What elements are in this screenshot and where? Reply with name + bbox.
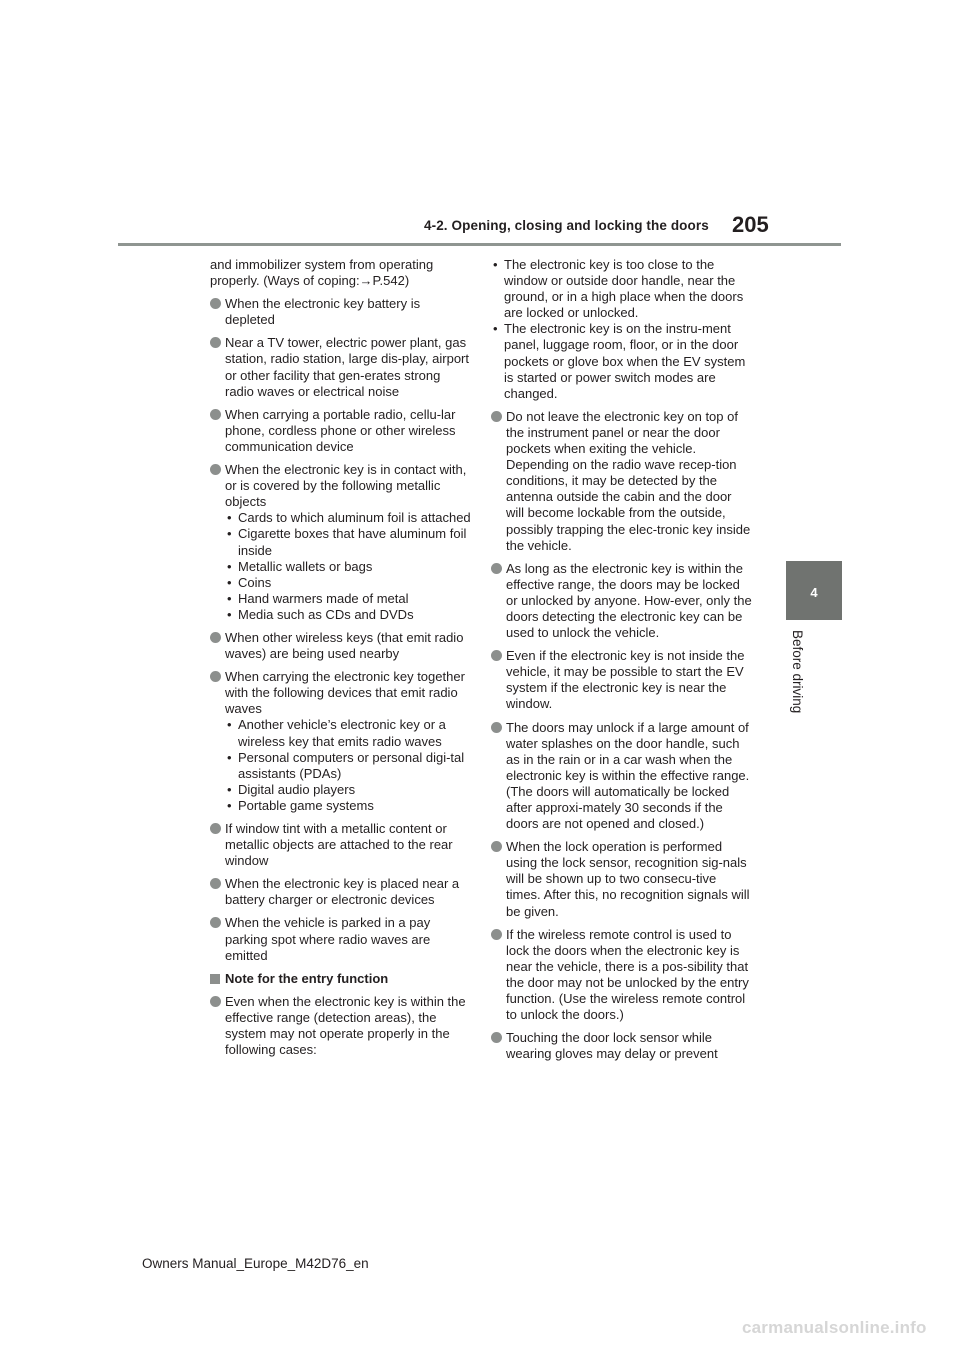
sub-bullet-dot-icon: • <box>227 797 232 813</box>
bullet-text: When the electronic key is placed near a battery charger or electronic devices <box>225 876 460 908</box>
bullet-text: Near a TV tower, electric power plant, gas station, radio station, large dis-play, airport or other facility that gen-erates strong radio waves or electrical noise <box>225 335 469 399</box>
sub-list-item <box>225 559 472 575</box>
sub-bullet-dot-icon: • <box>493 321 498 337</box>
left-bullet-list <box>210 296 472 964</box>
round-bullet-icon <box>491 563 502 574</box>
sub-list-item <box>225 607 472 623</box>
round-bullet-icon <box>491 1032 502 1043</box>
right-column <box>491 257 753 1069</box>
sub-list-item <box>225 510 472 526</box>
sub-bullet-dot-icon: • <box>227 574 232 590</box>
sub-list-item-text: Media such as CDs and DVDs <box>238 606 414 622</box>
section-title: 4-2. Opening, closing and locking the doors <box>424 218 709 233</box>
sub-bullet-dot-icon: • <box>227 749 232 765</box>
bullet-text: When the electronic key battery is depleted <box>225 296 421 328</box>
sub-list-item-text: Another vehicle’s electronic key or a wireless key that emits radio waves <box>238 717 446 749</box>
sub-list-item-text: Digital audio players <box>238 781 356 797</box>
round-bullet-icon <box>210 632 221 643</box>
sub-list-item-text: Cards to which aluminum foil is attached <box>238 510 471 526</box>
sub-list-item-text: Hand warmers made of metal <box>238 590 409 606</box>
bullet-text: As long as the electronic key is within the effective range, the doors may be locked or unlocked by anyone. How-ever, only the doors detecting the electronic key can be used to unlock the vehicle. <box>506 560 752 641</box>
bullet-item <box>210 669 472 814</box>
bullet-item <box>210 630 472 662</box>
bullet-text: Even when the electronic key is within the effective range (detection areas), the system may not operate properly in the following cases: <box>225 993 466 1058</box>
bullet-text: When the electronic key is in contact with, or is covered by the following metallic objects <box>225 462 467 510</box>
sub-list-item <box>225 782 472 798</box>
round-bullet-icon <box>491 722 502 733</box>
section-heading <box>210 971 472 987</box>
round-bullet-icon <box>491 841 502 852</box>
round-bullet-icon <box>210 917 221 928</box>
round-bullet-icon <box>491 411 502 422</box>
sub-list <box>225 510 472 623</box>
bullet-item <box>210 462 472 623</box>
round-bullet-icon <box>210 337 221 348</box>
left-column <box>210 257 472 1065</box>
sub-bullet-dot-icon: • <box>227 781 232 797</box>
sub-bullet-dot-icon: • <box>227 510 232 526</box>
bullet-text: When the lock operation is performed using the lock sensor, recognition sig-nals will be shown up to two consecu-tive times. After this, no recognition signals will be given. <box>506 839 750 919</box>
sub-list-item <box>225 526 472 558</box>
bullet-item <box>210 876 472 908</box>
sub-list-item <box>225 750 472 782</box>
bullet-item <box>491 927 753 1024</box>
bullet-text: When the vehicle is parked in a pay parking spot where radio waves are emitted <box>225 915 431 963</box>
bullet-item <box>210 335 472 399</box>
sub-list-item-text: Personal computers or personal digi-tal assistants (PDAs) <box>238 749 465 781</box>
round-bullet-icon <box>491 650 502 661</box>
sub-list-item-text: Portable game systems <box>238 797 374 813</box>
bullet-text: If the wireless remote control is used to lock the doors when the electronic key is near the vehicle, there is a pos-sibility that the door may not be unlocked by the entry function. (Use the wireless remote control to unlock the doors.) <box>506 926 749 1023</box>
section-heading-text: Note for the entry function <box>225 970 389 986</box>
sub-bullet-dot-icon: • <box>227 606 232 622</box>
bullet-item <box>491 720 753 833</box>
sub-list-item-text: Metallic wallets or bags <box>238 558 373 574</box>
bullet-item <box>491 648 753 712</box>
bullet-text: Even if the electronic key is not inside the vehicle, it may be possible to start the EV system if the electronic key is near the window. <box>506 648 745 712</box>
watermark: carmanualsonline.info <box>742 1318 927 1337</box>
bullet-item <box>210 821 472 869</box>
round-bullet-icon <box>491 929 502 940</box>
footer-text: Owners Manual_Europe_M42D76_en <box>142 1256 369 1271</box>
bullet-text: The doors may unlock if a large amount of water splashes on the door handle, such as in the rain or in a car wash when the electronic key is within the effective range. (The doors will automatically be locked after approxi-mately 30 seconds if the doors are not opened and closed.) <box>506 719 750 832</box>
sub-list-item <box>491 321 753 401</box>
page-number: 205 <box>732 212 769 237</box>
bullet-item <box>491 561 753 641</box>
chapter-tab-label: Before driving <box>790 630 805 714</box>
sub-list-item <box>225 798 472 814</box>
round-bullet-icon <box>210 823 221 834</box>
bullet-text: When other wireless keys (that emit radio waves) are being used nearby <box>225 629 464 662</box>
round-bullet-icon <box>210 671 221 682</box>
bullet-item <box>210 296 472 328</box>
round-bullet-icon <box>210 878 221 889</box>
bullet-text: If window tint with a metallic content or metallic objects are attached to the rear window <box>225 821 453 869</box>
right-bullet-list <box>491 409 753 1063</box>
bullet-text: Touching the door lock sensor while wearing gloves may delay or prevent <box>506 1030 718 1062</box>
bullet-item <box>491 409 753 554</box>
round-bullet-icon <box>210 298 221 309</box>
sub-bullet-dot-icon: • <box>227 526 232 542</box>
sub-bullet-dot-icon: • <box>227 558 232 574</box>
bullet-text: When carrying a portable radio, cellu-lar phone, cordless phone or other wireless communication device <box>225 406 456 454</box>
intro-paragraph: and immobilizer system from operating properly. (Ways of coping:→P.542) <box>210 257 434 289</box>
header-divider <box>118 243 841 246</box>
sub-list-item <box>225 591 472 607</box>
sub-list-item <box>225 575 472 591</box>
round-bullet-icon <box>210 464 221 475</box>
sub-list-item-text: Coins <box>238 574 272 590</box>
sub-list-item-text: The electronic key is too close to the window or outside door handle, near the ground, or in a high place when the doors are locked or unlocked. <box>504 257 744 321</box>
sub-list-item <box>491 257 753 321</box>
sub-bullet-dot-icon: • <box>227 717 232 733</box>
sub-bullet-dot-icon: • <box>227 590 232 606</box>
chapter-tab[interactable] <box>786 561 842 620</box>
bullet-item <box>210 915 472 963</box>
bullet-item <box>491 839 753 919</box>
sub-bullet-dot-icon: • <box>493 257 498 272</box>
round-bullet-icon <box>210 409 221 420</box>
bullet-text: Do not leave the electronic key on top of the instrument panel or near the door pockets when exiting the vehicle. Depending on the radio wave recep-tion conditions, it may be detected by the antenna outside the cabin and the door will become lockable from the outside, possibly trapping the elec-tronic key inside the vehicle. <box>506 408 751 553</box>
bullet-item <box>210 994 472 1058</box>
sub-list-item-text: The electronic key is on the instru-ment panel, luggage room, floor, or in the door pockets or glove box when the EV system is started or power switch modes are changed. <box>504 321 746 401</box>
section-bullet-list <box>210 994 472 1058</box>
sub-list <box>225 717 472 814</box>
round-bullet-icon <box>210 996 221 1007</box>
continued-sub-list <box>491 257 753 402</box>
bullet-item <box>210 407 472 455</box>
bullet-item <box>491 1030 753 1062</box>
bullet-text: When carrying the electronic key together with the following devices that emit radio waves <box>225 669 465 717</box>
square-bullet-icon <box>210 974 220 984</box>
sub-list-item <box>225 717 472 749</box>
chapter-tab-number: 4 <box>810 585 818 600</box>
sub-list-item-text: Cigarette boxes that have aluminum foil inside <box>238 526 467 558</box>
